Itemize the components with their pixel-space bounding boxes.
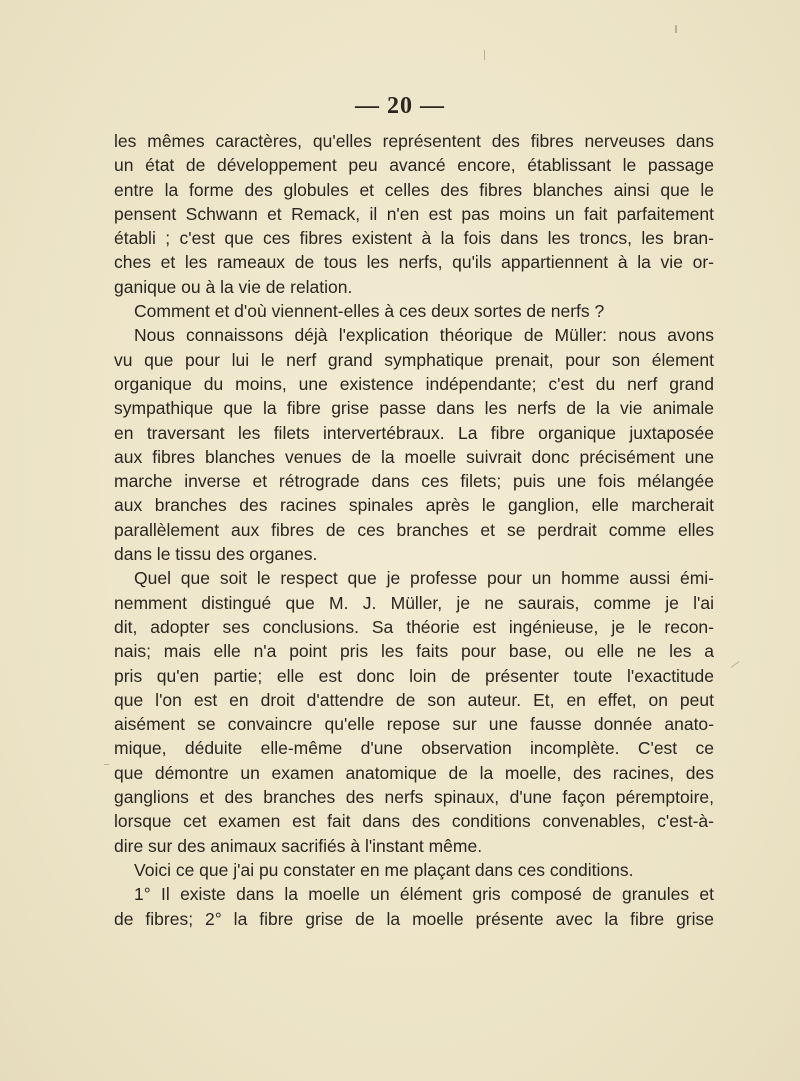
text-line: mique, déduite elle-même d'une observation incomplète. C'est ce [114,738,714,759]
text-line: Nous connaissons déjà l'explication théorique de Müller: nous avons [134,325,714,346]
text-line: aisément se convaincre qu'elle repose sur une fausse donnée anato- [114,714,714,735]
text-line: organique du moins, une existence indépendante; c'est du nerf grand [114,373,714,394]
text-line: dit, adopter ses conclusions. Sa théorie est ingénieuse, je le recon- [114,616,714,637]
text-line: vu que pour lui le nerf grand symphatique prenait, pour son élement [114,349,714,370]
margin-dash [104,764,109,765]
text-line: dire sur des animaux sacrifiés à l'instant même. [114,835,483,856]
text-line: les mêmes caractères, qu'elles représentent des fibres nerveuses dans [114,131,714,151]
text-line: aux fibres blanches venues de la moelle suivrait donc précisément une [114,446,714,467]
text-line: pris qu'en partie; elle est donc loin de présenter toute l'exactitude [114,665,714,686]
text-line: marche inverse et rétrograde dans ces filets; puis une fois mélangée [114,471,714,492]
text-line: pensent Schwann et Remack, il n'en est pas moins un fait parfaitement [114,203,714,224]
text-line: ganglions et des branches des nerfs spinaux, d'une façon péremptoire, [114,787,714,808]
text-line: que l'on est en droit d'attendre de son auteur. Et, en effet, on peut [114,689,714,710]
text-line: ches et les rameaux de tous les nerfs, qu'ils appartiennent à la vie or- [114,252,714,273]
text-line: que démontre un examen anatomique de la moelle, des racines, des [114,762,714,783]
text-line: en traversant les filets intervertébraux. La fibre organique juxtaposée [114,422,714,443]
text-line: nemment distingué que M. J. Müller, je ne saurais, comme je l'ai [114,592,714,613]
text-line: un état de développement peu avancé encore, établissant le passage [114,155,714,176]
text-line: nais; mais elle n'a point pris les faits pour base, ou elle ne les a [114,641,714,662]
text-line: sympathique que la fibre grise passe dans les nerfs de la vie animale [114,398,714,419]
body-text [114,129,714,931]
margin-tick [731,661,740,668]
text-line: lorsque cet examen est fait dans des conditions convenables, c'est-à- [114,811,714,832]
text-line: aux branches des racines spinales après le ganglion, elle marcherait [114,495,714,516]
page-number: — 20 — [355,93,445,119]
text-line: de fibres; 2° la fibre grise de la moelle présente avec la fibre grise [114,908,714,929]
text-line: parallèlement aux fibres de ces branches et se perdrait comme elles [114,519,714,540]
print-speck [675,25,677,33]
print-speck [484,50,485,60]
text-line: Comment et d'où viennent-elles à ces deux sortes de nerfs ? [134,301,605,322]
text-line: Voici ce que j'ai pu constater en me plaçant dans ces conditions. [134,859,634,880]
text-line: entre la forme des globules et celles des fibres blanches ainsi que le [114,179,714,200]
text-line: établi ; c'est que ces fibres existent à la fois dans les troncs, les bran- [114,228,714,249]
text-line: 1° Il existe dans la moelle un élément gris composé de granules et [134,884,714,905]
text-line: dans le tissu des organes. [114,544,318,565]
text-line: ganique ou à la vie de relation. [114,276,353,297]
text-line: Quel que soit le respect que je professe pour un homme aussi émi- [134,568,714,589]
